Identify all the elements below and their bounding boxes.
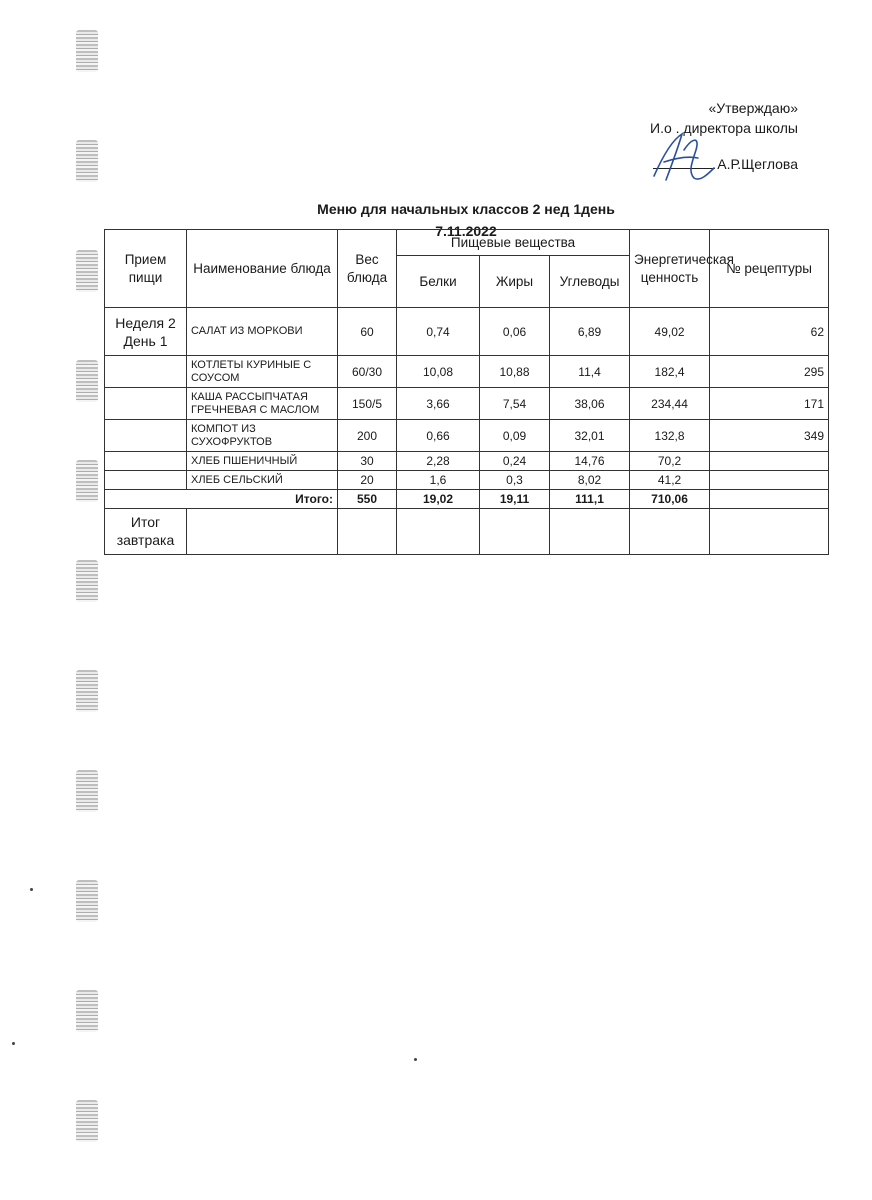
header-proteins: Белки	[397, 256, 480, 308]
dish-energy: 132,8	[630, 420, 710, 452]
dish-weight: 20	[338, 471, 397, 490]
dish-recipe: 62	[710, 308, 829, 356]
header-weight: Вес блюда	[338, 230, 397, 308]
dish-name: КОТЛЕТЫ КУРИНЫЕ С СОУСОМ	[187, 356, 338, 388]
dish-recipe	[710, 471, 829, 490]
total-label: Итого:	[105, 490, 338, 509]
header-fats: Жиры	[480, 256, 550, 308]
dish-proteins: 10,08	[397, 356, 480, 388]
table-row	[105, 420, 829, 452]
approve-label: «Утверждаю»	[708, 100, 798, 116]
dish-energy: 234,44	[630, 388, 710, 420]
dish-proteins: 3,66	[397, 388, 480, 420]
dish-weight: 60	[338, 308, 397, 356]
empty-cell	[630, 509, 710, 555]
dish-name: САЛАТ ИЗ МОРКОВИ	[187, 308, 338, 356]
empty-cell	[105, 471, 187, 490]
dish-carbs: 8,02	[550, 471, 630, 490]
empty-cell	[710, 490, 829, 509]
empty-cell	[480, 509, 550, 555]
table-row	[105, 308, 829, 356]
dish-energy: 49,02	[630, 308, 710, 356]
dish-carbs: 32,01	[550, 420, 630, 452]
empty-cell	[187, 509, 338, 555]
dish-fats: 0,24	[480, 452, 550, 471]
handwritten-signature	[648, 128, 718, 186]
dish-carbs: 38,06	[550, 388, 630, 420]
dish-fats: 7,54	[480, 388, 550, 420]
total-row	[105, 490, 829, 509]
dish-carbs: 11,4	[550, 356, 630, 388]
dish-weight: 150/5	[338, 388, 397, 420]
breakfast-total-label: Итог завтрака	[105, 509, 187, 555]
dish-name: ХЛЕБ СЕЛЬСКИЙ	[187, 471, 338, 490]
header-carbs: Углеводы	[550, 256, 630, 308]
total-fats: 19,11	[480, 490, 550, 509]
scan-speck	[414, 1058, 417, 1061]
title-date: 7.11.2022	[435, 223, 497, 239]
header-energy: Энергетическая ценность	[630, 230, 710, 308]
scan-speck	[12, 1042, 15, 1045]
header-meal: Прием пищи	[105, 230, 187, 308]
empty-cell	[550, 509, 630, 555]
header-nutrients: Пищевые вещества	[397, 230, 630, 256]
dish-fats: 0,3	[480, 471, 550, 490]
scan-speck	[30, 888, 33, 891]
dish-name: КАША РАССЫПЧАТАЯ ГРЕЧНЕВАЯ С МАСЛОМ	[187, 388, 338, 420]
dish-energy: 70,2	[630, 452, 710, 471]
empty-cell	[105, 356, 187, 388]
empty-cell	[338, 509, 397, 555]
dish-proteins: 2,28	[397, 452, 480, 471]
dish-weight: 30	[338, 452, 397, 471]
table-row	[105, 356, 829, 388]
dish-proteins: 0,74	[397, 308, 480, 356]
table-row	[105, 471, 829, 490]
dish-fats: 0,09	[480, 420, 550, 452]
dish-name: ХЛЕБ ПШЕНИЧНЫЙ	[187, 452, 338, 471]
dish-recipe: 295	[710, 356, 829, 388]
dish-energy: 41,2	[630, 471, 710, 490]
total-energy: 710,06	[630, 490, 710, 509]
dish-carbs: 6,89	[550, 308, 630, 356]
dish-recipe	[710, 452, 829, 471]
empty-cell	[397, 509, 480, 555]
header-recipe: № рецептуры	[710, 230, 829, 308]
meal-label: Неделя 2 День 1	[105, 308, 187, 356]
empty-cell	[105, 388, 187, 420]
dish-recipe: 349	[710, 420, 829, 452]
total-proteins: 19,02	[397, 490, 480, 509]
header-dish: Наименование блюда	[187, 230, 338, 308]
dish-carbs: 14,76	[550, 452, 630, 471]
title-line-1: Меню для начальных классов 2 нед 1день	[317, 201, 615, 217]
dish-name: КОМПОТ ИЗ СУХОФРУКТОВ	[187, 420, 338, 452]
approver-position: И.о . директора школы	[650, 120, 798, 136]
dish-proteins: 1,6	[397, 471, 480, 490]
dish-recipe: 171	[710, 388, 829, 420]
table-row	[105, 452, 829, 471]
dish-fats: 0,06	[480, 308, 550, 356]
total-carbs: 111,1	[550, 490, 630, 509]
dish-proteins: 0,66	[397, 420, 480, 452]
dish-weight: 60/30	[338, 356, 397, 388]
summary-row	[105, 509, 829, 555]
empty-cell	[105, 420, 187, 452]
table-row	[105, 388, 829, 420]
total-weight: 550	[338, 490, 397, 509]
menu-table	[104, 229, 829, 555]
approver-name: А.Р.Щеглова	[717, 156, 798, 172]
empty-cell	[105, 452, 187, 471]
empty-cell	[710, 509, 829, 555]
scan-margin-artifacts	[70, 0, 106, 1200]
dish-weight: 200	[338, 420, 397, 452]
dish-fats: 10,88	[480, 356, 550, 388]
dish-energy: 182,4	[630, 356, 710, 388]
